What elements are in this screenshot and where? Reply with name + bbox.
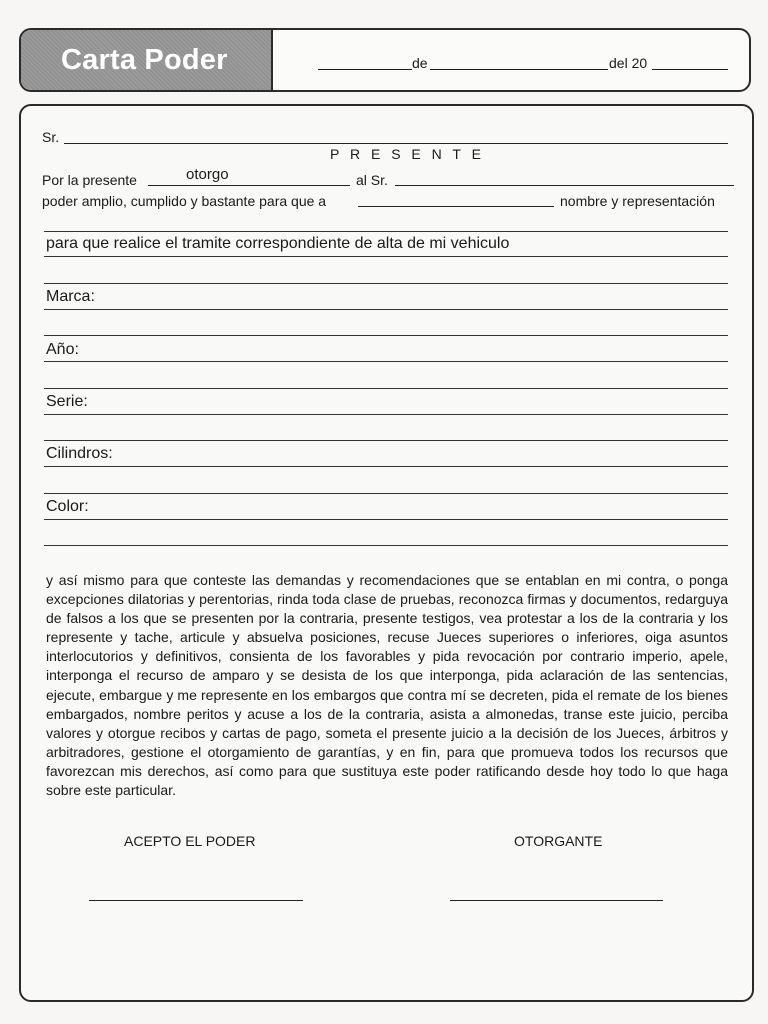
anio-line[interactable] (44, 361, 728, 362)
line-3[interactable] (44, 283, 728, 284)
line-7[interactable] (44, 493, 728, 494)
month-blank[interactable] (430, 69, 608, 70)
poder-amplio-text: poder amplio, cumplido y bastante para que a (42, 193, 327, 209)
acepto-el-poder-label: ACEPTO EL PODER (124, 833, 256, 849)
por-la-presente-label: Por la presente (42, 172, 137, 188)
form-title: Carta Poder (61, 44, 228, 76)
cilindros-label: Cilindros: (46, 445, 113, 462)
anio-label: Año: (46, 341, 79, 358)
line-1[interactable] (44, 231, 728, 232)
serie-line[interactable] (44, 414, 728, 415)
de-label: de (412, 55, 428, 71)
color-line[interactable] (44, 519, 728, 520)
cilindros-line[interactable] (44, 466, 728, 467)
place-blank[interactable] (318, 69, 412, 70)
sr-blank[interactable] (64, 143, 728, 144)
purpose-entry: para que realice el tramite correspondiente de alta de mi vehiculo (46, 235, 510, 252)
title-block (21, 30, 273, 90)
representation-blank[interactable] (358, 206, 554, 207)
line-4[interactable] (44, 335, 728, 336)
otorgo-entry: otorgo (186, 166, 229, 183)
apoderado-name-blank[interactable] (395, 185, 734, 186)
serie-label: Serie: (46, 393, 88, 410)
otorgante-name-blank[interactable] (148, 185, 350, 186)
del-label: del 20 (609, 55, 648, 71)
line-6[interactable] (44, 440, 728, 441)
al-sr-label: al Sr. (356, 172, 388, 188)
line-2[interactable] (44, 256, 728, 257)
line-8[interactable] (44, 545, 728, 546)
otorgante-label: OTORGANTE (514, 833, 603, 849)
marca-label: Marca: (46, 288, 95, 305)
line-5[interactable] (44, 388, 728, 389)
year-blank[interactable] (652, 69, 728, 70)
acepto-signature-line[interactable] (89, 900, 303, 901)
presente-heading: P R E S E N T E (330, 146, 485, 162)
color-label: Color: (46, 498, 89, 515)
sr-label: Sr. (42, 129, 60, 145)
legal-body-text: y así mismo para que conteste las demandas y recomendaciones que se entablan en mi contra, o ponga excepciones dilatorias y perentorias, rinda toda clase de pruebas, reconozca firmas y documentos, redarguya de falsos a los que se presenten por la contraria, presente testigos, vea protestar a los de la contraria y los represente y tache, articule y absuelva posiciones, recuse Jueces superiores o inferiores, oiga asuntos interlocutorios y definitivos, consienta de los favorables y pida revocación por contrario imperio, apele, interponga el recurso de amparo y se desista de los que interponga, pida aclaración de las sentencias, ejecute, embargue y me represente en los embargos que contra mí se decreten, pida el remate de los bienes embargados, nombre peritos y acuse a los de la contraria, asista a almonedas, transe este juicio, perciba valores y otorgue recibos y cartas de pago, someta el presente juicio a la decisión de los Jueces, árbitros y arbitradores, gestione el otorgamiento de garantías, y en fin, para que promueva todos los recursos que favorezcan mis derechos, así como para que sustituya este poder ratificando desde hoy todo lo que haga sobre este particular. (46, 572, 728, 799)
otorgante-signature-line[interactable] (450, 900, 663, 901)
marca-line[interactable] (44, 309, 728, 310)
nombre-representacion-text: nombre y representación (560, 193, 715, 209)
